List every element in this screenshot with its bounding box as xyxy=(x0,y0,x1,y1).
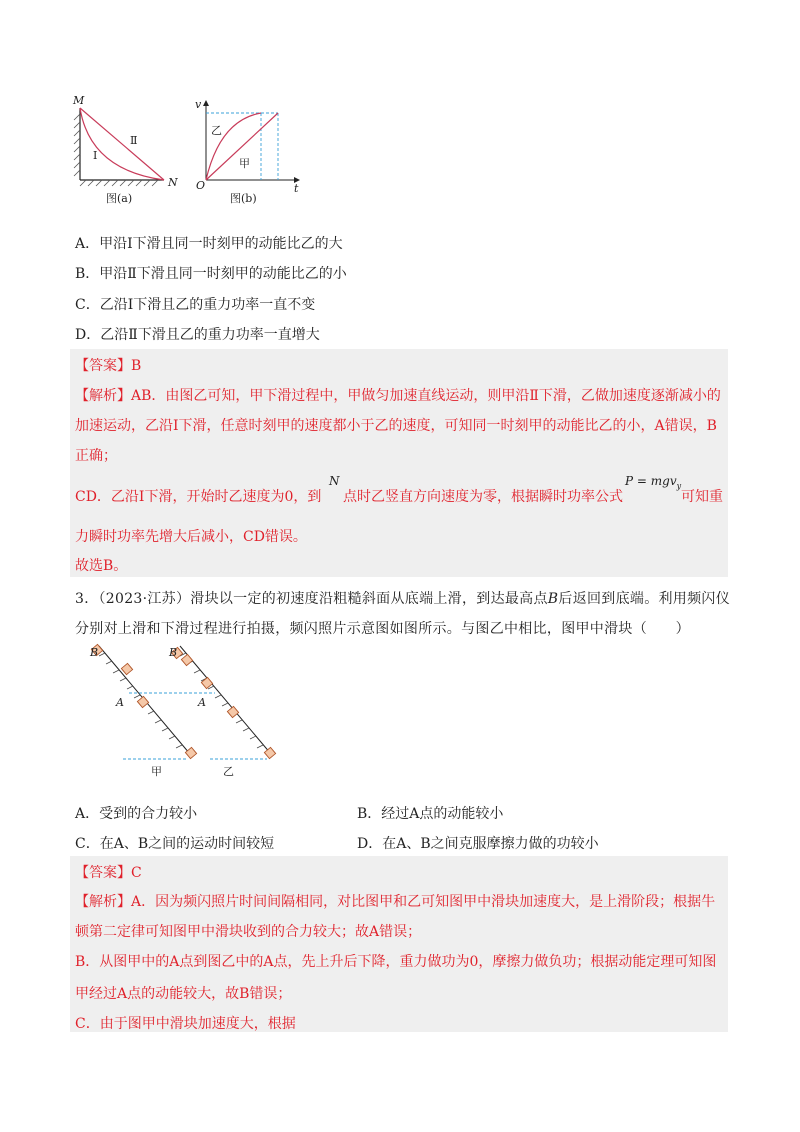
q2-analysis-cd-part2: 点时乙竖直方向速度为零，根据瞬时功率公式 xyxy=(343,489,623,505)
q3-analysis-line1: 【解析】A．因为频闪照片时间间隔相同，对比图甲和乙可知图甲中滑块加速度大，是上滑阶段；根据牛 xyxy=(75,894,716,910)
q3-analysis-line3: B．从图甲中的A点到图乙中的A点，先上升后下降，重力做功为0，摩擦力做负功；根据动能定理可知图 xyxy=(75,954,717,970)
figure-ab xyxy=(68,92,318,210)
block-jia-4 xyxy=(185,747,196,758)
q3-option-d: D．在A、B之间克服摩擦力做的功较小 xyxy=(357,836,599,852)
origin-label: O xyxy=(196,179,206,192)
q2-analysis-line2: 加速运动，乙沿Ⅰ下滑，任意时刻甲的速度都小于乙的速度，可知同一时刻甲的动能比乙的小，A错误，B xyxy=(75,418,717,434)
q2-option-c: C．乙沿Ⅰ下滑且乙的重力功率一直不变 xyxy=(75,297,316,313)
q3-answer: 【答案】C xyxy=(75,865,142,881)
label-a-yi: A xyxy=(198,696,206,709)
q2-formula-main: P = mgv xyxy=(625,474,677,488)
q2-formula-sub: y xyxy=(676,481,682,491)
caption-yi: 乙 xyxy=(223,765,234,778)
label-n: N xyxy=(168,176,178,189)
curve-yi-label: 乙 xyxy=(211,124,222,137)
q2-analysis-cd-part1: CD．乙沿Ⅰ下滑，开始时乙速度为0，到 xyxy=(75,489,322,505)
block-jia-2 xyxy=(121,663,132,674)
block-yi-5 xyxy=(264,747,275,758)
block-yi-4 xyxy=(227,706,238,717)
label-m: M xyxy=(73,94,85,107)
figure-3 xyxy=(90,640,305,785)
label-a-jia: A xyxy=(116,696,124,709)
q2-analysis-cd-part3: 可知重 xyxy=(681,489,723,505)
q2-analysis-line3: 正确； xyxy=(75,448,117,464)
q2-option-b: B．甲沿Ⅱ下滑且同一时刻甲的动能比乙的小 xyxy=(75,266,347,282)
label-b-jia: B xyxy=(90,646,99,659)
q3-stem-line1 xyxy=(75,588,730,608)
figure-a xyxy=(72,94,178,205)
q2-analysis-cd-n: N xyxy=(329,474,340,488)
caption-jia: 甲 xyxy=(151,765,162,778)
q2-conclusion: 故选B。 xyxy=(75,558,128,574)
q3-stem-line2: 分别对上滑和下滑过程进行拍摄，频闪照片示意图如图所示。与图乙中相比，图甲中滑块（ ） xyxy=(75,621,690,637)
figure-b-caption: 图(b) xyxy=(230,192,257,205)
figure-b xyxy=(195,98,300,205)
q2-analysis-line1: 【解析】AB．由图乙可知，甲下滑过程中，甲做匀加速直线运动，则甲沿Ⅱ下滑，乙做加速度逐渐减小的 xyxy=(75,388,721,404)
path-II-line xyxy=(80,108,164,180)
q2-option-a: A．甲沿Ⅰ下滑且同一时刻甲的动能比乙的大 xyxy=(75,236,343,252)
q2-answer: 【答案】B xyxy=(75,358,142,374)
block-yi-2 xyxy=(181,654,192,665)
q3-answer-box xyxy=(70,856,728,1032)
curve-jia-label: 甲 xyxy=(239,157,250,170)
q3-option-c: C．在A、B之间的运动时间较短 xyxy=(75,836,275,852)
block-yi-3 xyxy=(201,677,212,688)
block-jia-3 xyxy=(137,696,148,707)
label-path-ii: Ⅱ xyxy=(130,134,138,147)
axis-v-label: v xyxy=(195,98,202,111)
q2-formula xyxy=(625,474,681,490)
q3-analysis-line4: 甲经过A点的动能较大，故B错误； xyxy=(75,986,292,1002)
figure-a-caption: 图(a) xyxy=(106,192,133,205)
label-b-yi: B xyxy=(169,646,178,659)
q3-stem-line1-end: 后返回到底端。利用频闪仪 xyxy=(558,591,730,607)
axis-t-label: t xyxy=(294,182,299,195)
label-path-i: Ⅰ xyxy=(93,149,98,162)
q3-stem-b: B xyxy=(547,591,559,607)
q3-option-b: B．经过A点的动能较小 xyxy=(357,806,504,822)
q3-analysis-line5: C．由于图甲中滑块加速度大，根据 xyxy=(75,1016,296,1032)
q3-analysis-line2: 顿第二定律可知图甲中滑块收到的合力较大；故A错误； xyxy=(75,924,422,940)
q2-option-d: D．乙沿Ⅱ下滑且乙的重力功率一直增大 xyxy=(75,327,320,343)
q3-option-a: A．受到的合力较小 xyxy=(75,806,198,822)
q3-stem-line1-text: 3．（2023·江苏）滑块以一定的初速度沿粗糙斜面从底端上滑，到达最高点 xyxy=(75,591,548,607)
q2-analysis-line5: 力瞬时功率先增大后减小，CD错误。 xyxy=(75,529,307,545)
